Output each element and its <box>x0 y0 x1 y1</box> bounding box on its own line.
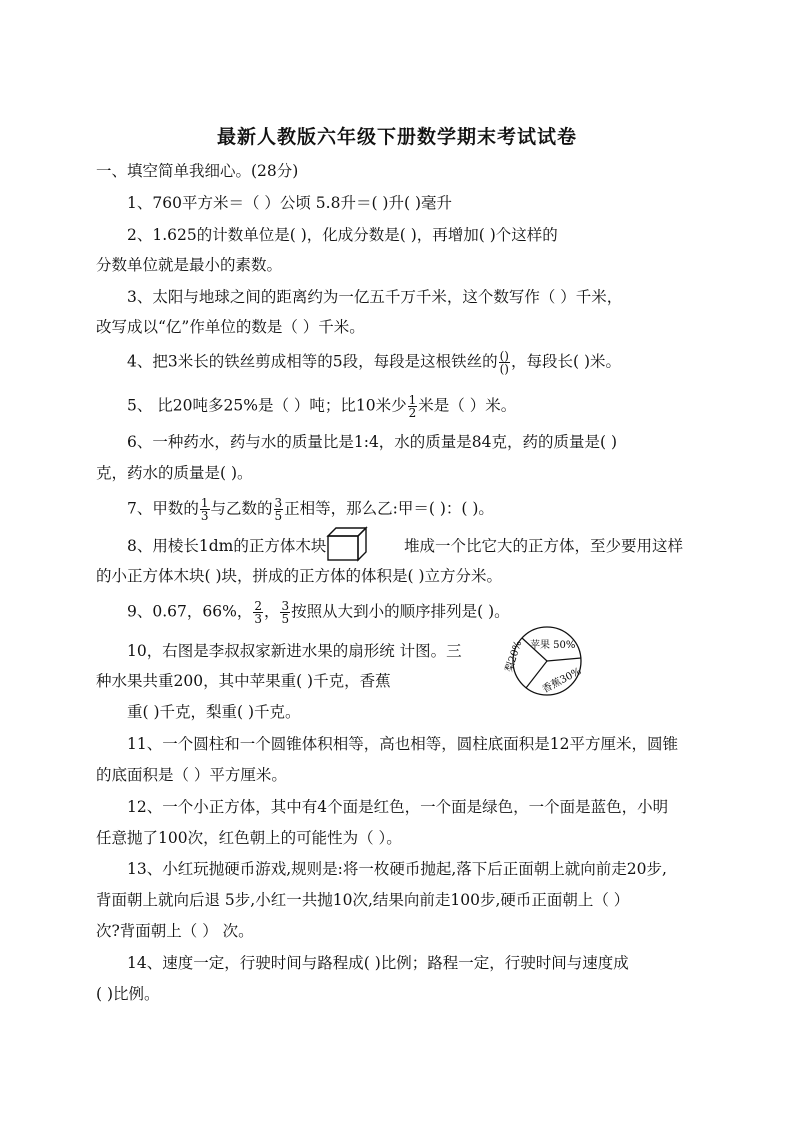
question-14-cont: ( )比例。 <box>96 985 160 1003</box>
question-13: 13、小红玩抛硬币游戏,规则是:将一枚硬币抛起,落下后正面朝上就向前走20步, <box>127 860 667 878</box>
question-13-cont2: 次?背面朝上（ ） 次。 <box>96 922 254 940</box>
question-9-text: 9、0.67，66%， <box>127 602 253 621</box>
question-11-cont: 的底面积是（ ）平方厘米。 <box>96 766 287 784</box>
question-11: 11、一个圆柱和一个圆锥体积相等，高也相等，圆柱底面积是12平方厘米，圆锥 <box>127 735 678 753</box>
question-14: 14、速度一定，行驶时间与路程成( )比例；路程一定，行驶时间与速度成 <box>127 954 629 972</box>
question-10-cont: 种水果共重200，其中苹果重( )千克，香蕉 <box>96 672 391 690</box>
question-12: 12、一个小正方体，其中有4个面是红色，一个面是绿色，一个面是蓝色，小明 <box>127 798 669 816</box>
pie-label-pear: 梨20% <box>503 639 525 674</box>
question-8-cont: 的小正方体木块( )块，拼成的正方体的体积是( )立方分米。 <box>96 567 503 585</box>
fraction <box>280 600 290 625</box>
question-5 <box>127 394 516 419</box>
question-4 <box>127 350 621 375</box>
pie-label-banana: 香蕉30% <box>540 665 584 696</box>
numerator: 3 <box>274 496 283 510</box>
numerator: 1 <box>200 496 209 510</box>
fraction <box>253 600 263 625</box>
fruit-pie-chart <box>502 625 592 697</box>
question-1: 1、760平方米＝（ ）公顷 5.8升＝( )升( )毫升 <box>127 194 452 212</box>
question-7-mid: 与乙数的 <box>210 499 273 518</box>
question-7-tail: 正相等，那么乙:甲＝( )：( )。 <box>284 499 494 518</box>
question-9: 9、0.67，66%， $\frac{2}{3}$ ， $\frac{3}{5}$ 按照从大到小的顺序排列是( )。 <box>127 599 510 626</box>
denominator: 5 <box>274 509 283 523</box>
denominator: 2 <box>408 406 417 420</box>
pie-label-apple: 苹果 50% <box>530 640 576 651</box>
question-2-cont: 分数单位就是最小的素数。 <box>96 256 283 274</box>
section-heading: 一、填空简单我细心。(28分) <box>96 162 299 180</box>
page-title: 最新人教版六年级下册数学期末考试试卷 <box>216 126 577 148</box>
question-12-cont: 任意抛了100次，红色朝上的可能性为（ ）。 <box>96 829 402 847</box>
question-3: 3、太阳与地球之间的距离约为一亿五千万千米，这个数写作（ ）千米， <box>127 288 623 306</box>
denominator: 3 <box>254 612 262 626</box>
question-9-tail: 按照从大到小的顺序排列是( )。 <box>291 602 510 621</box>
question-7 <box>127 497 494 522</box>
question-6-cont: 克，药水的质量是( )。 <box>96 464 253 482</box>
question-8: 8、用棱长1dm的正方体木块 <box>127 537 327 555</box>
question-13-cont: 背面朝上就向后退 5步,小红一共抛10次,结果向前走100步,硬币正面朝上（ ） <box>96 891 630 909</box>
numerator: 1 <box>408 393 417 407</box>
question-4-tail: ，每段长( )米。 <box>510 352 621 371</box>
numerator: 3 <box>281 599 290 613</box>
question-8-tail: 堆成一个比它大的正方体，至少要用这样 <box>404 537 684 555</box>
numerator: () <box>499 349 509 363</box>
numerator: 2 <box>254 599 262 613</box>
question-10-cont2: 重( )千克，梨重( )千克。 <box>127 703 301 721</box>
question-7-text: 7、甲数的 <box>127 499 199 518</box>
fraction <box>274 497 284 522</box>
question-10: 10，右图是李叔叔家新进水果的扇形统 计图。三 <box>127 642 462 660</box>
question-5-tail: 米是（ ）米。 <box>418 396 517 415</box>
cube-icon <box>326 526 368 562</box>
fraction <box>200 497 210 522</box>
fraction <box>408 394 418 419</box>
denominator: 3 <box>200 509 209 523</box>
question-5-text: 5、 比20吨多25%是（ ）吨；比10米少 <box>127 396 407 415</box>
question-2: 2、1.625的计数单位是( )，化成分数是( )，再增加( )个这样的 <box>127 226 558 244</box>
fraction <box>499 350 510 375</box>
question-4-text: 4、把3米长的铁丝剪成相等的5段，每段是这根铁丝的 <box>127 352 498 371</box>
denominator: 5 <box>281 612 290 626</box>
question-6: 6、一种药水，药与水的质量比是1:4，水的质量是84克，药的质量是( ) <box>127 433 618 451</box>
question-3-cont: 改写成以“亿”作单位的数是（ ）千米。 <box>96 318 365 336</box>
denominator: () <box>499 362 509 376</box>
